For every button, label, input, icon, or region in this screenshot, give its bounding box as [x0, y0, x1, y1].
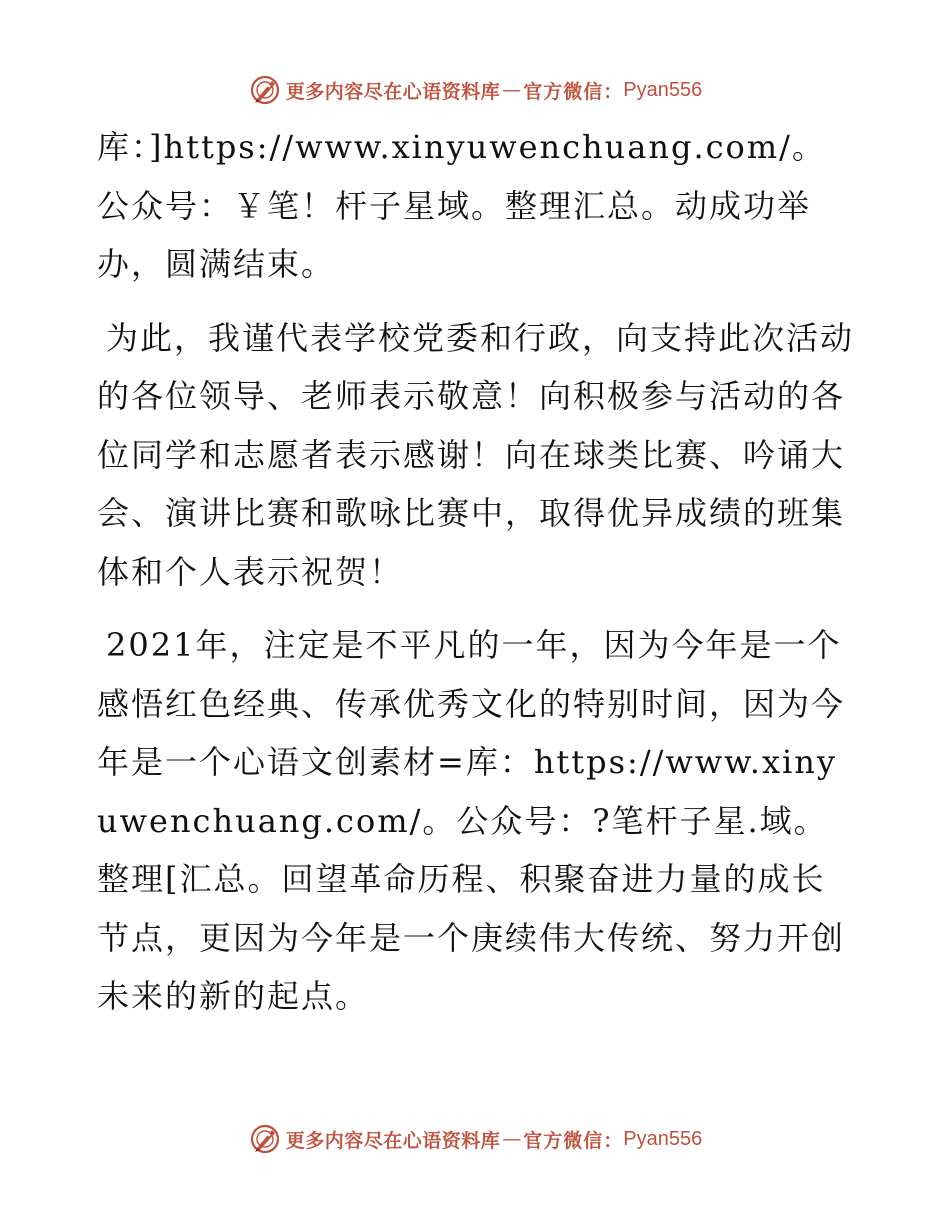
banner-wechat-handle: Pyan556: [623, 1127, 703, 1150]
banner-official-label: 官方微信：: [523, 80, 624, 103]
pen-nib-logo-icon: [248, 73, 282, 107]
banner-dash: —: [502, 1128, 522, 1150]
document-body: [97, 118, 857, 1041]
paragraph-2: 为此，我谨代表学校党委和行政，向支持此次活动的各位领导、老师表示敬意！向积极参与活动的各位同学和志愿者表示感谢！向在球类比赛、吟诵大会、演讲比赛和歌咏比赛中，取得优异成绩的班集体和个人表示祝贺！: [97, 318, 855, 591]
paragraph-1: 库：]https://www.xinyuwenchuang.com/。公众号：￥笔！杆子星域。整理汇总。动成功举办，圆满结束。: [97, 128, 826, 283]
banner-brand-text: 更多内容尽在心语资料库: [285, 1129, 501, 1152]
pen-nib-logo-icon: [248, 1122, 282, 1156]
banner-brand-text: 更多内容尽在心语资料库: [285, 80, 501, 103]
paragraph-3: 2021年，注定是不平凡的一年，因为今年是一个感悟红色经典、传承优秀文化的特别时间，因为今年是一个心语文创素材=库：https://www.xinyuwenchuang.com/。公众号：?笔杆子星.域。整理[汇总。回望革命历程、积聚奋进力量的成长节点，更因为今年是一个庚续伟大传统、努力开创未来的新的起点。: [97, 626, 846, 1015]
banner-official-label: 官方微信：: [523, 1129, 624, 1152]
header-banner: [0, 70, 950, 110]
footer-banner: [0, 1119, 950, 1159]
banner-wechat-handle: Pyan556: [623, 78, 703, 101]
banner-dash: —: [502, 79, 522, 101]
